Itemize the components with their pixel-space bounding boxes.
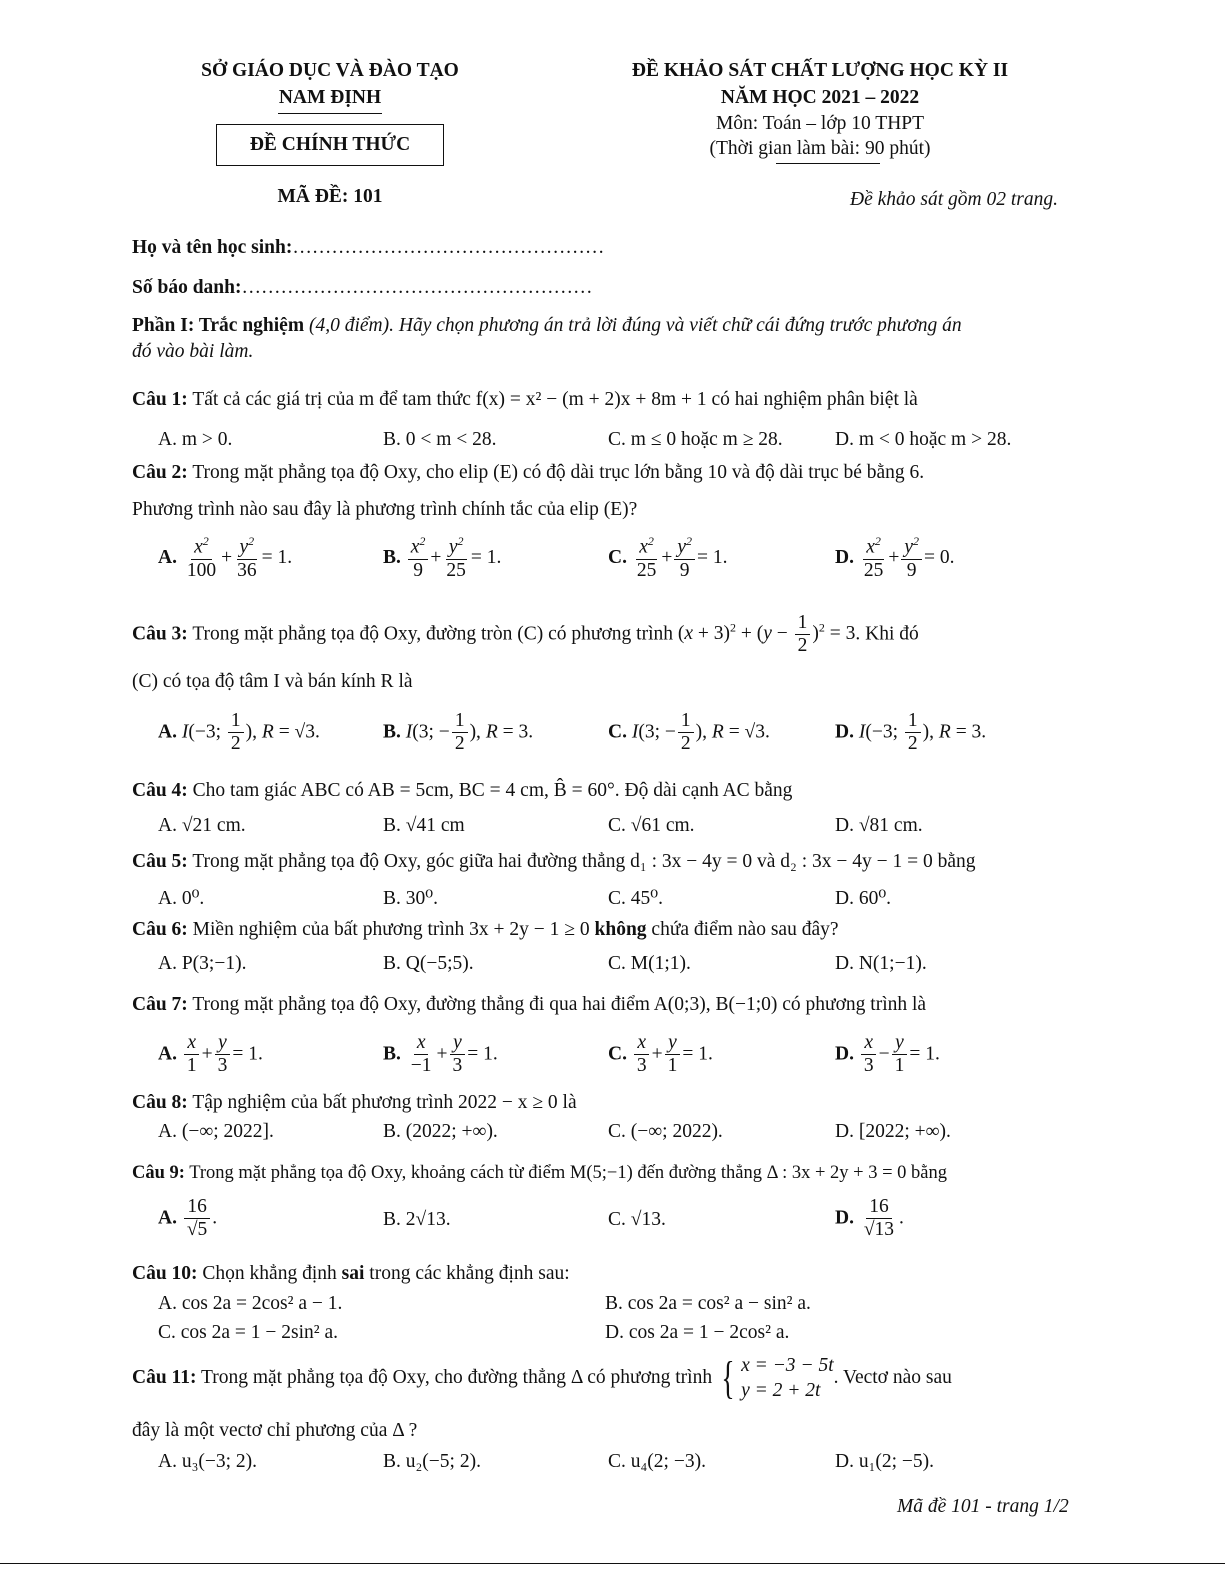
q11-label: Câu 11: xyxy=(132,1366,197,1388)
q6-option-d: D. N(1;−1). xyxy=(835,953,927,974)
q7-option-b: B. $\frac{x}{-1}$ + $\frac{y}{3}$ = 1. xyxy=(383,1032,498,1077)
q8-option-b: B. (2022; +∞). xyxy=(383,1121,498,1142)
q11-parametric-system xyxy=(717,1353,834,1404)
q11-text-line2: đây là một vectơ chỉ phương của Δ ? xyxy=(132,1420,418,1441)
q2-option-a: A. $\frac{x^2}{100}$ + $\frac{y^2}{36}$ = 1. xyxy=(158,534,293,581)
q2-option-c: C. $\frac{x^2}{25}$ + $\frac{y^2}{9}$ = 1. xyxy=(608,534,728,581)
student-name-dots: ………………………………………… xyxy=(292,237,605,258)
q10-text-post: trong các khẳng định sau: xyxy=(369,1263,570,1284)
q1-option-c: C. m ≤ 0 hoặc m ≥ 28. xyxy=(608,429,783,450)
q7-option-c: C. $\frac{x}{3}$ + $\frac{y}{1}$ = 1. xyxy=(608,1032,713,1077)
q11-option-b: B. u₂(−5; 2). xyxy=(383,1451,481,1472)
q3-equation: $(x + 3)^2 + (y$ − $\frac{1}{2}$ )$^2$ = 3 xyxy=(677,612,856,657)
q3-option-c: C. I(3; − $\frac{1}{2}$ ), R = √3. xyxy=(608,710,770,755)
q6-label: Câu 6: xyxy=(132,919,188,940)
question-11 xyxy=(132,1353,952,1404)
question-1 xyxy=(132,389,918,411)
q8-text: Tập nghiệm của bất phương trình 2022 − x ≥ 0 là xyxy=(192,1092,577,1113)
q6-text-pre: Miền nghiệm của bất phương trình 3x + 2y − 1 ≥ 0 xyxy=(192,919,590,940)
q3-text-line1-end: . Khi đó xyxy=(855,623,919,645)
official-exam-box: ĐỀ CHÍNH THỨC xyxy=(216,124,444,166)
q2-text-line1: Trong mặt phẳng tọa độ Oxy, cho elip (E) có độ dài trục lớn bằng 10 và độ dài trục bé bằng 6. xyxy=(192,462,925,483)
q2-option-b: B. $\frac{x^2}{9}$ + $\frac{y^2}{25}$ = 1. xyxy=(383,534,502,581)
q11-text-line1: Trong mặt phẳng tọa độ Oxy, cho đường thẳng Δ có phương trình xyxy=(201,1366,713,1388)
q9-option-a: A. $\frac{16}{√5}$ . xyxy=(158,1196,218,1241)
question-8 xyxy=(132,1092,577,1114)
q4-text: Cho tam giác ABC có AB = 5cm, BC = 4 cm, B̂ = 60°. Độ dài cạnh AC bằng xyxy=(192,780,793,801)
q1-option-b: B. 0 < m < 28. xyxy=(383,429,497,450)
q4-option-c: C. √61 cm. xyxy=(608,815,695,836)
question-6 xyxy=(132,919,839,941)
province-underline xyxy=(278,113,382,114)
q11-option-a: A. u₃(−3; 2). xyxy=(158,1451,258,1472)
q10-text-bold: sai xyxy=(341,1263,365,1284)
q3-text-line2: (C) có tọa độ tâm I và bán kính R là xyxy=(132,671,413,692)
q1-text: Tất cả các giá trị của m để tam thức f(x) = x² − (m + 2)x + 8m + 1 có hai nghiệm phân biệt là xyxy=(192,389,918,410)
q4-option-b: B. √41 cm xyxy=(383,815,465,836)
q10-option-b: B. cos 2a = cos² a − sin² a. xyxy=(605,1293,811,1314)
q8-label: Câu 8: xyxy=(132,1092,188,1113)
department-name: SỞ GIÁO DỤC VÀ ĐÀO TẠO xyxy=(201,60,459,81)
student-name-label: Họ và tên học sinh: xyxy=(132,237,293,258)
q6-text-post: chứa điểm nào sau đây? xyxy=(651,919,839,940)
q3-option-d: D. I(−3; $\frac{1}{2}$ ), R = 3. xyxy=(835,710,987,755)
q10-label: Câu 10: xyxy=(132,1263,198,1284)
q2-text-line2: Phương trình nào sau đây là phương trình chính tắc của elip (E)? xyxy=(132,499,638,520)
student-id-dots: ……………………………………………… xyxy=(241,277,593,298)
exam-code: MÃ ĐỀ: 101 xyxy=(277,186,383,207)
page-footer: Mã đề 101 - trang 1/2 xyxy=(897,1496,1069,1517)
q11-system-line2: y = 2 + 2t xyxy=(741,1380,821,1402)
student-name-line xyxy=(132,237,604,259)
q7-text: Trong mặt phẳng tọa độ Oxy, đường thẳng đi qua hai điểm A(0;3), B(−1;0) có phương trình là xyxy=(192,994,927,1015)
q3-option-a: A. I(−3; $\frac{1}{2}$ ), R = √3. xyxy=(158,710,320,755)
question-10 xyxy=(132,1263,570,1285)
q8-option-a: A. (−∞; 2022]. xyxy=(158,1121,274,1142)
q1-option-d: D. m < 0 hoặc m > 28. xyxy=(835,429,1012,450)
q6-text-bold: không xyxy=(594,919,647,940)
q6-option-a: A. P(3;−1). xyxy=(158,953,247,974)
q11-system-line1: x = −3 − 5t xyxy=(741,1355,834,1376)
q8-option-d: D. [2022; +∞). xyxy=(835,1121,951,1142)
part1-line2: đó vào bài làm. xyxy=(132,341,254,362)
exam-title: ĐỀ KHẢO SÁT CHẤT LƯỢNG HỌC KỲ II xyxy=(631,60,1009,81)
part1-label: Phần I: Trắc nghiệm xyxy=(132,315,305,336)
q1-option-a: A. m > 0. xyxy=(158,429,233,450)
subject-line: Môn: Toán – lớp 10 THPT xyxy=(715,113,925,134)
q10-option-a: A. cos 2a = 2cos² a − 1. xyxy=(158,1293,343,1314)
q4-option-a: A. √21 cm. xyxy=(158,815,246,836)
q6-option-b: B. Q(−5;5). xyxy=(383,953,474,974)
student-id-label: Số báo danh: xyxy=(132,277,242,298)
q11-option-d: D. u₁(2; −5). xyxy=(835,1451,935,1472)
question-2 xyxy=(132,462,924,484)
q10-text-pre: Chọn khẳng định xyxy=(202,1263,337,1284)
q9-option-c: C. √13. xyxy=(608,1209,666,1230)
part1-instruction: Hãy chọn phương án trả lời đúng và viết chữ cái đứng trước phương án xyxy=(398,315,962,336)
question-9 xyxy=(132,1163,947,1184)
q11-text-line1-end: . Vectơ nào sau xyxy=(833,1366,952,1388)
q5-option-b: B. 30⁰. xyxy=(383,888,438,909)
q4-label: Câu 4: xyxy=(132,780,188,801)
q3-option-b: B. I(3; − $\frac{1}{2}$ ), R = 3. xyxy=(383,710,534,755)
q5-option-c: C. 45⁰. xyxy=(608,888,663,909)
q9-text: Trong mặt phẳng tọa độ Oxy, khoảng cách từ điểm M(5;−1) đến đường thẳng Δ : 3x + 2y + 3 = 0 bằng xyxy=(189,1163,948,1183)
q9-label: Câu 9: xyxy=(132,1163,185,1183)
q8-option-c: C. (−∞; 2022). xyxy=(608,1121,723,1142)
q7-option-d: D. $\frac{x}{3}$ − $\frac{y}{1}$ = 1. xyxy=(835,1032,940,1077)
province-name: NAM ĐỊNH xyxy=(278,87,382,108)
q11-option-c: C. u₄(2; −3). xyxy=(608,1451,706,1472)
q5-label: Câu 5: xyxy=(132,851,188,872)
q6-option-c: C. M(1;1). xyxy=(608,953,691,974)
q1-label: Câu 1: xyxy=(132,389,188,410)
school-year: NĂM HỌC 2021 – 2022 xyxy=(720,87,920,108)
time-line: (Thời gian làm bài: 90 phút) xyxy=(709,138,931,159)
q2-option-d: D. $\frac{x^2}{25}$ + $\frac{y^2}{9}$ = 0. xyxy=(835,534,955,581)
q5-option-d: D. 60⁰. xyxy=(835,888,892,909)
q10-option-d: D. cos 2a = 1 − 2cos² a. xyxy=(605,1322,790,1343)
question-7 xyxy=(132,994,926,1016)
brace-icon: { xyxy=(721,1352,735,1404)
q3-label: Câu 3: xyxy=(132,623,188,645)
q5-text: Trong mặt phẳng tọa độ Oxy, góc giữa hai đường thẳng d₁ : 3x − 4y = 0 và d₂ : 3x − 4y − 1 = 0 bằng xyxy=(192,851,976,872)
q9-option-b: B. 2√13. xyxy=(383,1209,451,1230)
part1-points: (4,0 điểm). xyxy=(308,315,394,336)
page-count-note: Đề khảo sát gồm 02 trang. xyxy=(850,189,1058,210)
q10-option-c: C. cos 2a = 1 − 2sin² a. xyxy=(158,1322,339,1343)
q3-text-line1: Trong mặt phẳng tọa độ Oxy, đường tròn (C) có phương trình xyxy=(192,623,673,645)
question-3 xyxy=(132,612,919,658)
q7-option-a: A. $\frac{x}{1}$ + $\frac{y}{3}$ = 1. xyxy=(158,1032,263,1077)
question-5 xyxy=(132,851,976,873)
question-4 xyxy=(132,780,792,802)
part1-line1 xyxy=(132,315,962,337)
student-id-line xyxy=(132,277,592,299)
time-underline xyxy=(776,163,880,164)
q2-label: Câu 2: xyxy=(132,462,188,483)
q7-label: Câu 7: xyxy=(132,994,188,1015)
q9-option-d: D. $\frac{16}{√13}$ . xyxy=(835,1196,904,1241)
q4-option-d: D. √81 cm. xyxy=(835,815,923,836)
q5-option-a: A. 0⁰. xyxy=(158,888,205,909)
page-bottom-rule xyxy=(0,1563,1225,1564)
